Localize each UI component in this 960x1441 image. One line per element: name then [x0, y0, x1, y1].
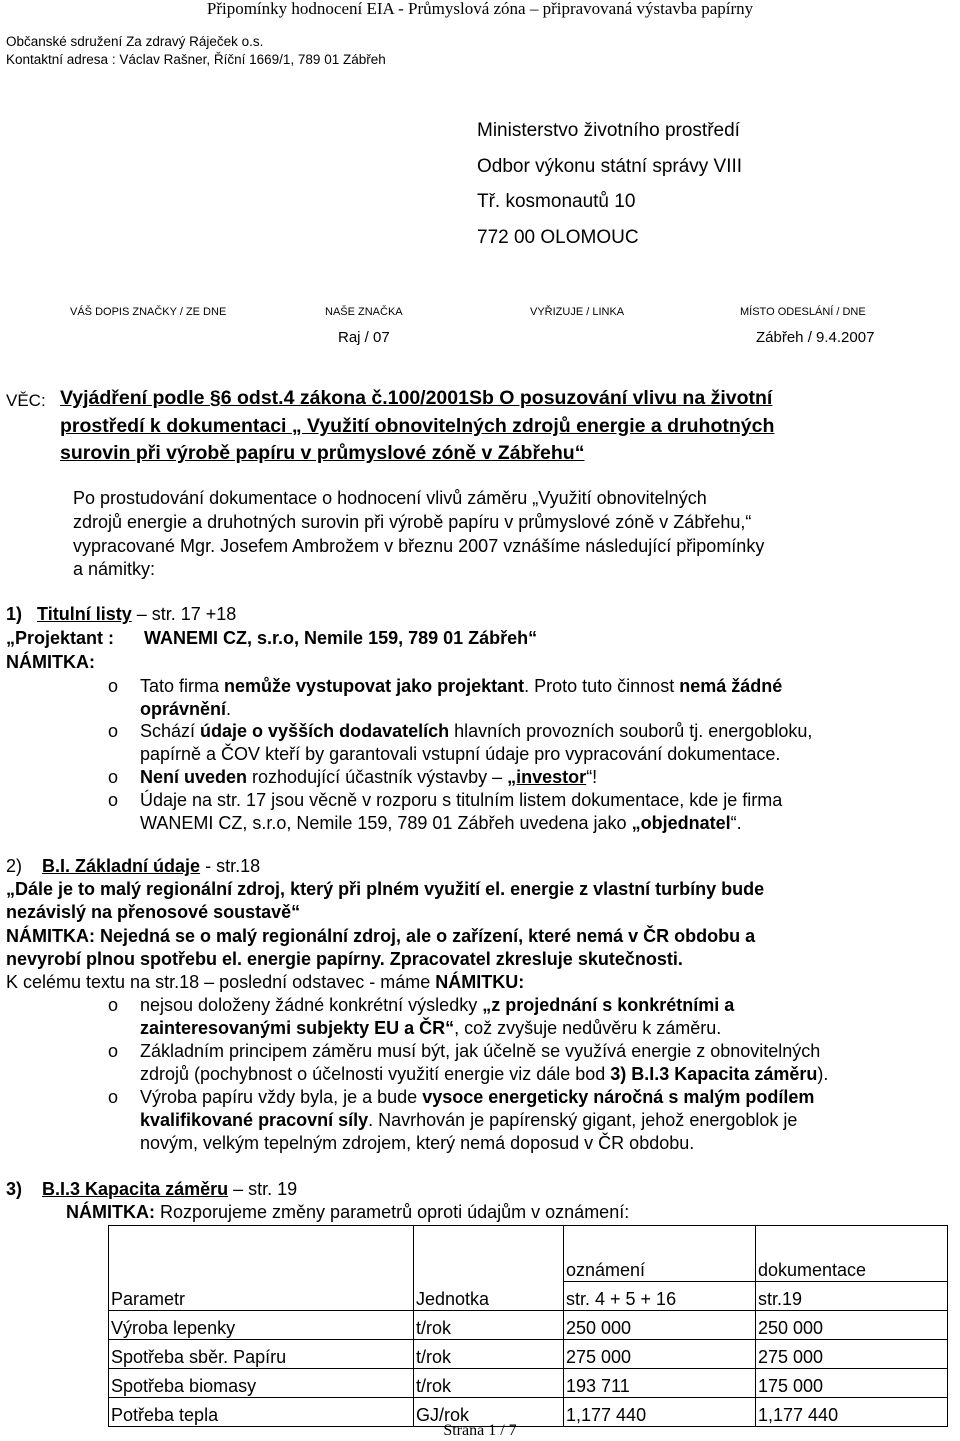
table-cell: 250 000 [756, 1311, 948, 1340]
parameters-table [108, 1225, 948, 1427]
recipient-line-2: Odbor výkonu státní správy VIII [477, 156, 743, 177]
table-cell: 250 000 [564, 1311, 756, 1340]
bullet-marker: o [108, 676, 119, 696]
subject-line-3: surovin při výrobě papíru v průmyslové zóně v Zábřehu“ [60, 442, 585, 464]
section1-bullet-1: Tato firma nemůže vystupovat jako projektant. Proto tuto činnost nemá žádné [140, 676, 783, 696]
table-row [109, 1369, 948, 1398]
ref-place-date-value: Zábřeh / 9.4.2007 [756, 329, 875, 346]
ref-label-your-letter: VÁŠ DOPIS ZNAČKY / ZE DNE [70, 306, 227, 318]
page-number: Strana 1 / 7 [443, 1422, 517, 1439]
bullet-marker: o [108, 790, 119, 810]
section1-bullet-2-cont: papírně a ČOV kteří by garantovali vstupní údaje pro vypracování dokumentace. [140, 744, 781, 764]
org-address: Kontaktní adresa : Václav Rašner, Říční 1669/1, 789 01 Zábřeh [6, 52, 386, 67]
table-cell: t/rok [414, 1369, 564, 1398]
table-row [109, 1311, 948, 1340]
section1-bullet-1-cont: oprávnění. [140, 699, 232, 719]
org-name: Občanské sdružení Za zdravý Ráječek o.s. [6, 34, 264, 49]
section2-number: 2) [6, 856, 23, 876]
section1-namitka: NÁMITKA: [6, 652, 95, 672]
table-header-cell: Parametr [109, 1226, 414, 1311]
section3-title: B.I.3 Kapacita záměru [42, 1179, 229, 1199]
running-header: Připomínky hodnocení EIA - Průmyslová zóna – připravovaná výstavba papírny [206, 0, 754, 18]
section1-bullet-3: Není uveden rozhodující účastník výstavby – „investor“! [140, 767, 598, 787]
table-cell: Spotřeba sběr. Papíru [109, 1340, 414, 1369]
section1-title: Titulní listy [37, 604, 132, 624]
section1-heading [6, 603, 236, 626]
projektant-line [6, 627, 537, 650]
section1-bullet-2: Schází údaje o vyšších dodavatelích hlavních provozních souborů tj. energobloku, [140, 721, 813, 741]
table-header-cell: oznámení [564, 1226, 756, 1282]
section3-namitka: NÁMITKA: Rozporujeme změny parametrů oproti údajům v oznámení: [66, 1202, 630, 1222]
table-cell: t/rok [414, 1311, 564, 1340]
recipient-line-3: Tř. kosmonautů 10 [477, 191, 636, 212]
section2-bullet-1-cont: zainteresovanými subjekty EU a ČR“, což zvyšuje nedůvěru k záměru. [140, 1018, 722, 1038]
bullet-marker: o [108, 767, 119, 787]
section1-bullet-4: Údaje na str. 17 jsou věcně v rozporu s titulním listem dokumentace, kde je firma [140, 790, 783, 810]
section3-page: – str. 19 [228, 1179, 298, 1199]
section3-number: 3) [6, 1179, 23, 1199]
section2-bullet-3: Výroba papíru vždy byla, je a bude vysoce energeticky náročná s malým podílem [140, 1087, 815, 1107]
intro-line-3: vypracované Mgr. Josefem Ambrožem v březnu 2007 vznášíme následující připomínky [73, 536, 765, 556]
projektant-label: „Projektant : [6, 628, 115, 648]
table-header-cell: dokumentace [756, 1226, 948, 1282]
section2-heading [6, 855, 260, 878]
section1-number: 1) [6, 604, 23, 624]
section2-namitka-2: nevyrobí plnou spotřebu el. energie papírny. Zpracovatel zkresluje skutečnosti. [6, 949, 683, 969]
ref-our-ref-value: Raj / 07 [338, 329, 390, 346]
table-cell: 1,177 440 [564, 1398, 756, 1427]
section1-bullet-4-cont: WANEMI CZ, s.r.o, Nemile 159, 789 01 Zábřeh uvedena jako „objednatel“. [140, 813, 742, 833]
section3-heading [6, 1178, 297, 1201]
table-cell: Potřeba tepla [109, 1398, 414, 1427]
table-cell: 193 711 [564, 1369, 756, 1398]
bullet-marker: o [108, 721, 119, 741]
table-cell: 275 000 [564, 1340, 756, 1369]
section2-bullet-3-cont: kvalifikované pracovní síly. Navrhován je papírenský gigant, jehož energoblok je [140, 1110, 798, 1130]
section1-page: – str. 17 +18 [131, 604, 237, 624]
ref-label-our-ref: NAŠE ZNAČKA [325, 306, 403, 318]
section2-paragraph: K celému textu na str.18 – poslední odstavec - máme NÁMITKU: [6, 972, 525, 992]
recipient-line-1: Ministerstvo životního prostředí [477, 120, 740, 141]
table-header-cell: str. 4 + 5 + 16 [564, 1282, 756, 1311]
section2-page: - str.18 [200, 856, 261, 876]
recipient-line-4: 772 00 OLOMOUC [477, 227, 639, 248]
section2-bullet-3-cont2: novým, velkým tepelným zdrojem, který nemá doposud v ČR obdobu. [140, 1133, 695, 1153]
ref-label-place-date: MÍSTO ODESLÁNÍ / DNE [740, 306, 866, 318]
table-header-cell: Jednotka [414, 1226, 564, 1311]
ref-label-handled-by: VYŘIZUJE / LINKA [530, 306, 625, 318]
table-cell: Výroba lepenky [109, 1311, 414, 1340]
intro-line-2: zdrojů energie a druhotných surovin při výrobě papíru v průmyslové zóně v Zábřehu,“ [73, 512, 752, 532]
intro-line-1: Po prostudování dokumentace o hodnocení vlivů záměru „Využití obnovitelných [73, 488, 707, 508]
table-cell: GJ/rok [414, 1398, 564, 1427]
section2-bullet-2: Základním principem záměru musí být, jak účelně se využívá energie z obnovitelných [140, 1041, 821, 1061]
subject-prefix: VĚC: [6, 391, 46, 410]
table-header-cell: str.19 [756, 1282, 948, 1311]
table-cell: 175 000 [756, 1369, 948, 1398]
section2-quote-2: nezávislý na přenosové soustavě“ [6, 902, 301, 922]
bullet-marker: o [108, 1087, 119, 1107]
section2-bullet-1: nejsou doloženy žádné konkrétní výsledky „z projednání s konkrétními a [140, 995, 735, 1015]
bullet-marker: o [108, 995, 119, 1015]
table-row [109, 1226, 948, 1282]
projektant-value: WANEMI CZ, s.r.o, Nemile 159, 789 01 Zábřeh“ [144, 628, 538, 648]
table-cell: Spotřeba biomasy [109, 1369, 414, 1398]
table-cell: t/rok [414, 1340, 564, 1369]
table-row [109, 1340, 948, 1369]
section2-title: B.I. Základní údaje [42, 856, 201, 876]
section2-namitka-1: NÁMITKA: Nejedná se o malý regionální zdroj, ale o zařízení, které nemá v ČR obdobu a [6, 926, 756, 946]
subject-line-2: prostředí k dokumentaci „ Využití obnovitelných zdrojů energie a druhotných [60, 415, 775, 437]
section2-quote-1: „Dále je to malý regionální zdroj, který při plném využití el. energie z vlastní turbíny bude [6, 879, 765, 899]
table-cell: 1,177 440 [756, 1398, 948, 1427]
section2-bullet-2-cont: zdrojů (pochybnost o účelnosti využití energie viz dále bod 3) B.I.3 Kapacita záměru). [140, 1064, 829, 1084]
subject-line-1: Vyjádření podle §6 odst.4 zákona č.100/2001Sb O posuzování vlivu na životní [60, 387, 773, 409]
table-cell: 275 000 [756, 1340, 948, 1369]
intro-line-4: a námitky: [73, 559, 156, 579]
bullet-marker: o [108, 1041, 119, 1061]
